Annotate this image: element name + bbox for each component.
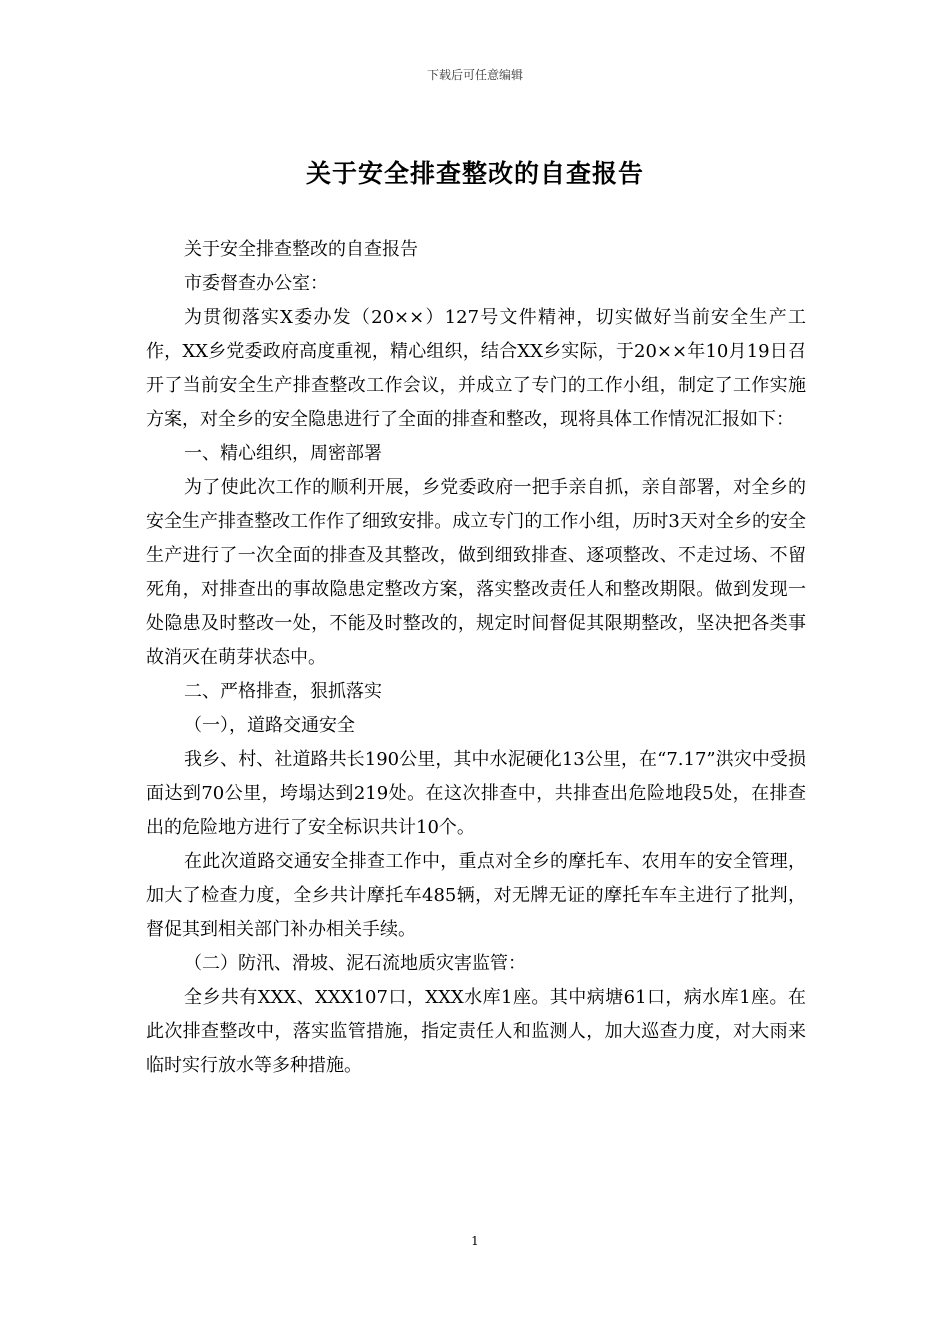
body-paragraph: 市委督查办公室： — [184, 273, 328, 294]
body-paragraph: 为了使此次工作的顺利开展，乡党委政府一把手亲自抓，亲自部署，对全乡的安全生产排查整改工作作了细致安排。成立专门的工作小组，历时3天对全乡的安全生产进行了一次全面的排查及其整改，做到细致排查、逐项整改、不走过场、不留死角，对排查出的事故隐患定整改方案，落实整改责任人和整改期限。做到发现一处隐患及时整改一处，不能及时整改的，规定时间督促其限期整改，坚决把各类事故消灭在萌芽状态中。 — [146, 477, 806, 668]
document-body — [146, 233, 806, 1083]
body-paragraph: 为贯彻落实X委办发（20××）127号文件精神，切实做好当前安全生产工作，XX乡党委政府高度重视，精心组织，结合XX乡实际，于20××年10月19日召开了当前安全生产排查整改工作会议，并成立了专门的工作小组，制定了工作实施方案，对全乡的安全隐患进行了全面的排查和整改，现将具体工作情况汇报如下： — [146, 307, 806, 430]
body-paragraph: 全乡共有XXX、XXX107口，XXX水库1座。其中病塘61口，病水库1座。在此次排查整改中，落实监管措施，指定责任人和监测人，加大巡查力度，对大雨来临时实行放水等多种措施。 — [146, 987, 806, 1076]
page-header-note: 下载后可任意编辑 — [426, 68, 523, 82]
body-paragraph: 关于安全排查整改的自查报告 — [184, 239, 418, 260]
section-heading: 二、严格排查，狠抓落实 — [184, 681, 382, 702]
subsection-heading: （二）防汛、滑坡、泥石流地质灾害监管： — [184, 953, 526, 974]
section-heading: 一、精心组织，周密部署 — [184, 443, 382, 464]
document-title: 关于安全排查整改的自查报告 — [305, 159, 644, 188]
subsection-heading: （一），道路交通安全 — [184, 715, 355, 736]
page-number: 1 — [471, 1234, 479, 1248]
body-paragraph: 在此次道路交通安全排查工作中，重点对全乡的摩托车、农用车的安全管理，加大了检查力度，全乡共计摩托车485辆，对无牌无证的摩托车车主进行了批判，督促其到相关部门补办相关手续。 — [146, 851, 806, 940]
body-paragraph: 我乡、村、社道路共长190公里，其中水泥硬化13公里，在“7.17”洪灾中受损面达到70公里，垮塌达到219处。在这次排查中，共排查出危险地段5处，在排查出的危险地方进行了安全标识共计10个。 — [146, 749, 806, 838]
